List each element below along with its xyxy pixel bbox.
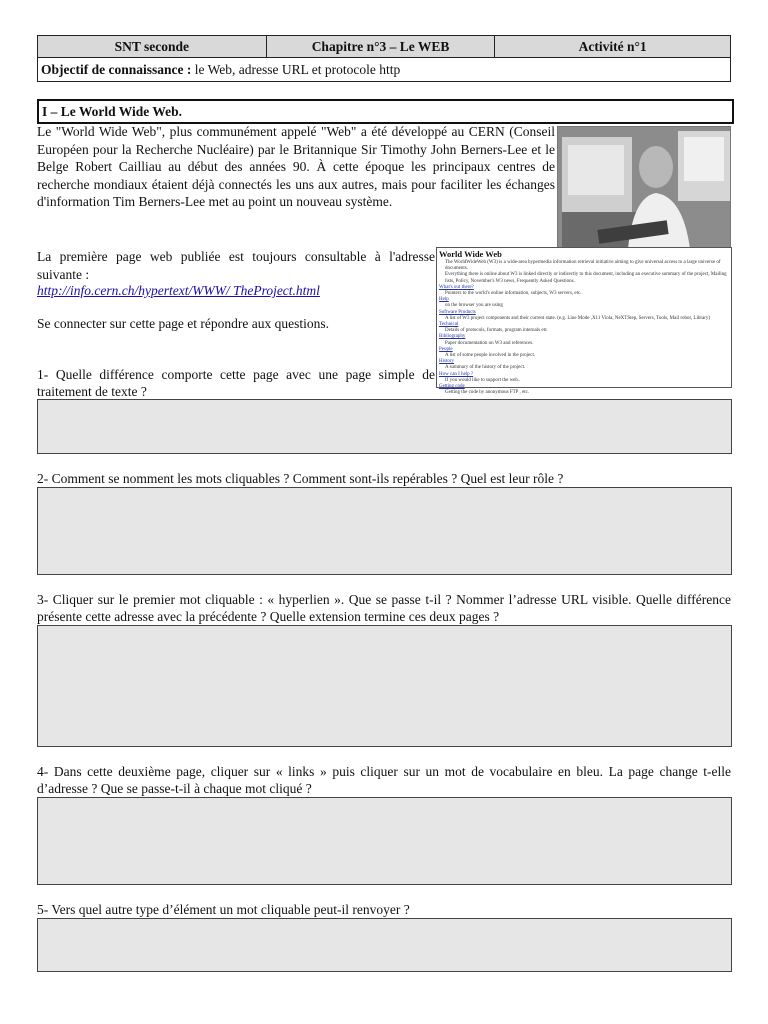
- objective-row: [38, 58, 731, 82]
- screenshot-link[interactable]: How can I help ?: [439, 371, 474, 377]
- screenshot-description: Details of protocols, formats, program internals etc: [445, 328, 548, 334]
- screenshot-description: If you would like to support the web..: [445, 377, 521, 383]
- screenshot-title: World Wide Web: [439, 249, 502, 259]
- screenshot-link[interactable]: History: [439, 359, 454, 365]
- screenshot-link[interactable]: Software Products: [439, 309, 476, 315]
- objective-text: le Web, adresse URL et protocole http: [194, 61, 401, 77]
- question-5: 5- Vers quel autre type d’élément un mot cliquable peut-il renvoyer ?: [37, 902, 410, 917]
- answer-box-5[interactable]: [37, 918, 732, 972]
- screenshot-description: Getting the code by anonymous FTP , etc.: [445, 390, 530, 396]
- screenshot-lines: [437, 260, 731, 396]
- first-page-text: La première page web publiée est toujours consultable à l'adresse suivante :: [37, 249, 435, 282]
- activity-cell: Activité n°1: [495, 36, 731, 58]
- screenshot-description: A summary of the history of the project.: [445, 365, 526, 371]
- objective-label: Objectif de connaissance :: [41, 61, 192, 77]
- screenshot-description: on the browser you are using: [445, 303, 503, 309]
- section-title: I – Le World Wide Web.: [37, 99, 734, 124]
- course-cell: SNT seconde: [38, 36, 267, 58]
- question-4: 4- Dans cette deuxième page, cliquer sur « links » puis cliquer sur un mot de vocabulaire en bleu. La page change t-elle d’adresse ? Que se passe-t-il à chaque mot cliqué ?: [37, 764, 731, 796]
- screenshot-description: Everything there is online about W3 is linked directly or indirectly to this document, including an executive summary of the project, Mailing lists, Policy, November's W3 news, Frequently Asked Questions.: [445, 272, 727, 284]
- chapter-cell: Chapitre n°3 – Le WEB: [266, 36, 495, 58]
- screenshot-description: A list of some people involved in the project.: [445, 353, 536, 359]
- question-1: 1- Quelle différence comporte cette page avec une page simple de traitement de texte ?: [37, 367, 435, 399]
- question-2: 2- Comment se nomment les mots cliquables ? Comment sont-ils repérables ? Quel est leur rôle ?: [37, 471, 564, 486]
- cern-url-link[interactable]: http://info.cern.ch/hypertext/WWW/ TheProject.html: [37, 283, 320, 298]
- screenshot-link[interactable]: Technical: [439, 322, 459, 328]
- screenshot-link[interactable]: Help: [439, 297, 449, 303]
- tim-berners-lee-photo: [557, 126, 731, 250]
- screenshot-description: Paper documentation on W3 and references.: [445, 340, 534, 346]
- answer-box-1[interactable]: [37, 399, 732, 454]
- question-3: 3- Cliquer sur le premier mot cliquable : « hyperlien ». Que se passe t-il ? Nommer l’adresse URL visible. Quelle différence présente cette adresse avec la précédente ? Quelle extension termine ces deux pages ?: [37, 592, 731, 624]
- instruction-text: Se connecter sur cette page et répondre aux questions.: [37, 316, 330, 331]
- screenshot-description: Pointers to the world's online information, subjects, W3 servers, etc.: [445, 291, 582, 297]
- header-table: [37, 35, 731, 82]
- first-web-page-screenshot: [436, 247, 732, 396]
- screenshot-link[interactable]: What's out there?: [439, 284, 474, 290]
- answer-box-3[interactable]: [37, 625, 732, 747]
- answer-box-4[interactable]: [37, 797, 732, 885]
- screenshot-link[interactable]: People: [439, 346, 453, 352]
- screenshot-link[interactable]: Bibliography: [439, 334, 466, 340]
- screenshot-description: The WorldWideWeb (W3) is a wide-area hypermedia information retrieval initiative aiming to give universal access to a large universe of documents.: [445, 260, 721, 272]
- screenshot-description: A list of W3 project components and their current state. (e.g. Line Mode ,X11 Viola, NeXTStep, Servers, Tools, Mail robot, Library): [445, 315, 711, 321]
- intro-paragraph: Le "World Wide Web", plus communément appelé "Web" a été développé au CERN (Conseil Européen pour la Recherche Nucléaire) par le Britannique Sir Timothy John Berners-Lee et le Belge Robert Cailliau au début des années 90. À cette époque les principaux centres de recherche mondiaux étaient déjà connectés les uns aux autres, mais pour faciliter les échanges d'information Tim Berners-Lee met au point un nouveau système.: [37, 124, 555, 209]
- answer-box-2[interactable]: [37, 487, 732, 575]
- screenshot-link[interactable]: Getting code: [439, 384, 465, 390]
